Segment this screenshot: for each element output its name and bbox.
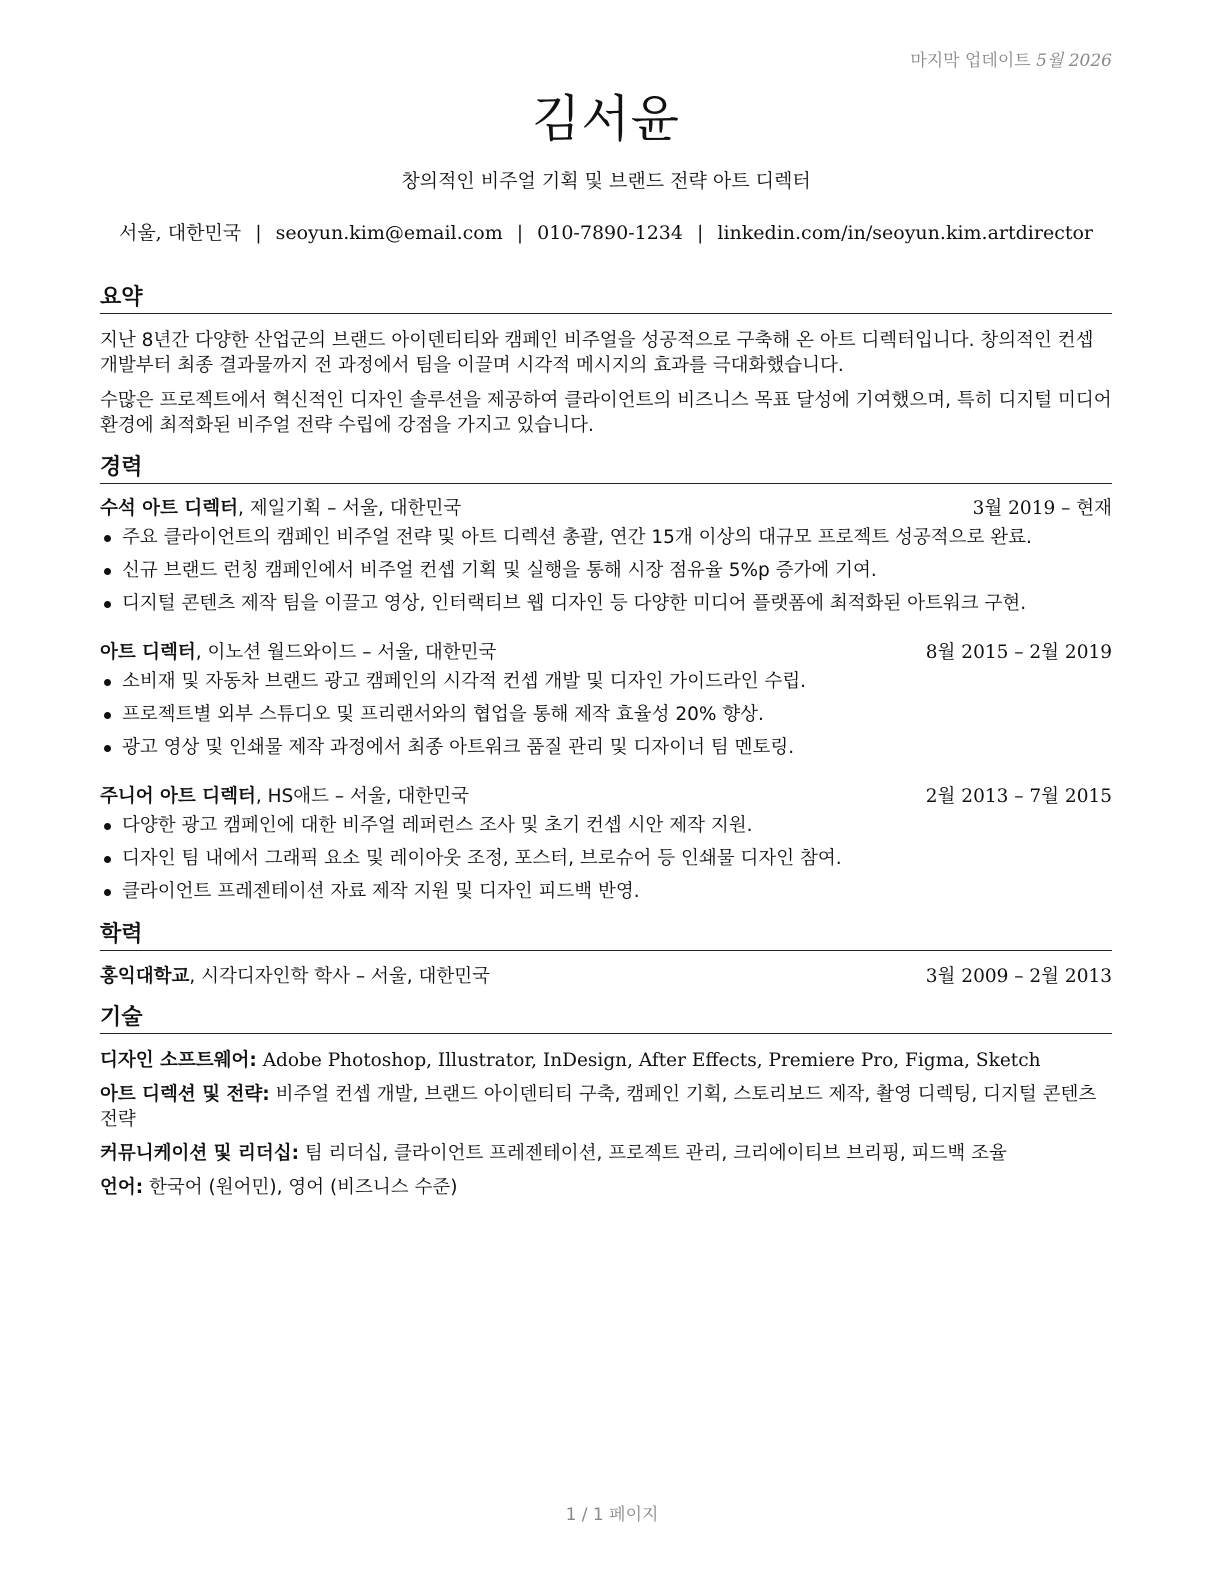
education-detail: , 시각디자인학 학사 – 서울, 대한민국 [189,966,490,987]
bullet-item: 소비재 및 자동차 브랜드 광고 캠페인의 시각적 컨셉 개발 및 디자인 가이드라인 수립. [100,669,1112,695]
section-title-skills: 기술 [100,1004,1112,1034]
skill-label: 디자인 소프트웨어: [100,1050,257,1071]
entry-dates: 2월 2013 – 7월 2015 [925,786,1112,807]
entry-org: , HS애드 – 서울, 대한민국 [255,786,470,807]
education-entry [100,964,1112,990]
skill-value: 비주얼 컨셉 개발, 브랜드 아이덴티티 구축, 캠페인 기획, 스토리보드 제작, 촬영 디렉팅, 디지털 콘텐츠 전략 [100,1084,1097,1130]
person-name: 김서윤 [532,90,680,148]
separator: | [255,222,262,244]
entry-bullets [100,813,1112,905]
skill-label: 언어: [100,1177,144,1198]
page-number: 1 / 1 페이지 [565,1505,659,1525]
bullet-item: 신규 브랜드 런칭 캠페인에서 비주얼 컨셉 기획 및 실행을 통해 시장 점유율 5%p 증가에 기여. [100,558,1112,584]
section-title-education: 학력 [100,921,1112,951]
contact-linkedin[interactable]: linkedin.com/in/seoyun.kim.artdirector [717,222,1094,244]
skill-label: 커뮤니케이션 및 리더십: [100,1143,299,1164]
skill-value: 한국어 (원어민), 영어 (비즈니스 수준) [143,1177,458,1198]
tagline: 창의적인 비주얼 기획 및 브랜드 전략 아트 디렉터 [401,170,811,192]
entry-role: 주니어 아트 디렉터 [100,786,256,807]
education-dates: 3월 2009 – 2월 2013 [925,966,1112,987]
entry-bullets [100,669,1112,761]
entry-org: , 제일기획 – 서울, 대한민국 [237,498,462,519]
bullet-item: 클라이언트 프레젠테이션 자료 제작 지원 및 디자인 피드백 반영. [100,879,1112,905]
experience-entry [100,496,1112,617]
skill-value: Adobe Photoshop, Illustrator, InDesign, After Effects, Premiere Pro, Figma, Sketch [256,1050,1041,1071]
experience-entry [100,784,1112,905]
entry-role: 아트 디렉터 [100,642,196,663]
last-updated-label: 마지막 업데이트 [910,51,1031,71]
bullet-item: 다양한 광고 캠페인에 대한 비주얼 레퍼런스 조사 및 초기 컨셉 시안 제작 지원. [100,813,1112,839]
entry-org: , 이노션 월드와이드 – 서울, 대한민국 [195,642,497,663]
education-section [100,921,1112,990]
entry-dates: 3월 2019 – 현재 [972,498,1112,519]
skill-row [100,1175,1112,1200]
separator: | [516,222,524,244]
entry-role: 수석 아트 디렉터 [100,498,238,519]
contact-location: 서울, 대한민국 [118,222,242,244]
last-updated-value: 5월 2026 [1036,51,1112,71]
last-updated [910,46,1112,71]
contact-phone: 010-7890-1234 [537,222,683,244]
skill-label: 아트 디렉션 및 전략: [100,1084,270,1105]
entry-dates: 8월 2015 – 2월 2019 [925,642,1112,663]
bullet-item: 주요 클라이언트의 캠페인 비주얼 전략 및 아트 디렉션 총괄, 연간 15개 이상의 대규모 프로젝트 성공적으로 완료. [100,525,1112,551]
entry-header [100,496,1112,522]
bullet-item: 디자인 팀 내에서 그래픽 요소 및 레이아웃 조정, 포스터, 브로슈어 등 인쇄물 디자인 참여. [100,846,1112,872]
skill-row [100,1141,1112,1166]
summary-paragraph: 지난 8년간 다양한 산업군의 브랜드 아이덴티티와 캠페인 비주얼을 성공적으로 구축해 온 아트 디렉터입니다. 창의적인 컨셉 개발부터 최종 결과물까지 전 과정에서 팀을 이끌며 시각적 메시지의 효과를 극대화했습니다. [100,330,1094,376]
bullet-item: 프로젝트별 외부 스튜디오 및 프리랜서와의 협업을 통해 제작 효율성 20% 향상. [100,702,1112,728]
summary-paragraph: 수많은 프로젝트에서 혁신적인 디자인 솔루션을 제공하여 클라이언트의 비즈니스 목표 달성에 기여했으며, 특히 디지털 미디어 환경에 최적화된 비주얼 전략 수립에 강점을 가지고 있습니다. [100,390,1112,436]
experience-entry [100,640,1112,761]
contact-line [100,220,1112,246]
contact-email[interactable]: seoyun.kim@email.com [275,222,503,244]
bullet-item: 디지털 콘텐츠 제작 팀을 이끌고 영상, 인터랙티브 웹 디자인 등 다양한 미디어 플랫폼에 최적화된 아트워크 구현. [100,591,1112,617]
skill-row [100,1048,1112,1073]
entry-header [100,784,1112,810]
education-school: 홍익대학교 [100,966,190,987]
bullet-item: 광고 영상 및 인쇄물 제작 과정에서 최종 아트워크 품질 관리 및 디자이너 팀 멘토링. [100,735,1112,761]
separator: | [696,222,704,244]
experience-section [100,454,1112,905]
section-title-summary: 요약 [100,284,1112,314]
skill-value: 팀 리더십, 클라이언트 프레젠테이션, 프로젝트 관리, 크리에이티브 브리핑, 피드백 조율 [299,1143,1007,1164]
skills-section [100,1004,1112,1200]
summary-section [100,284,1112,438]
section-title-experience: 경력 [100,454,1112,484]
entry-bullets [100,525,1112,617]
entry-header [100,640,1112,666]
skill-row [100,1082,1112,1132]
